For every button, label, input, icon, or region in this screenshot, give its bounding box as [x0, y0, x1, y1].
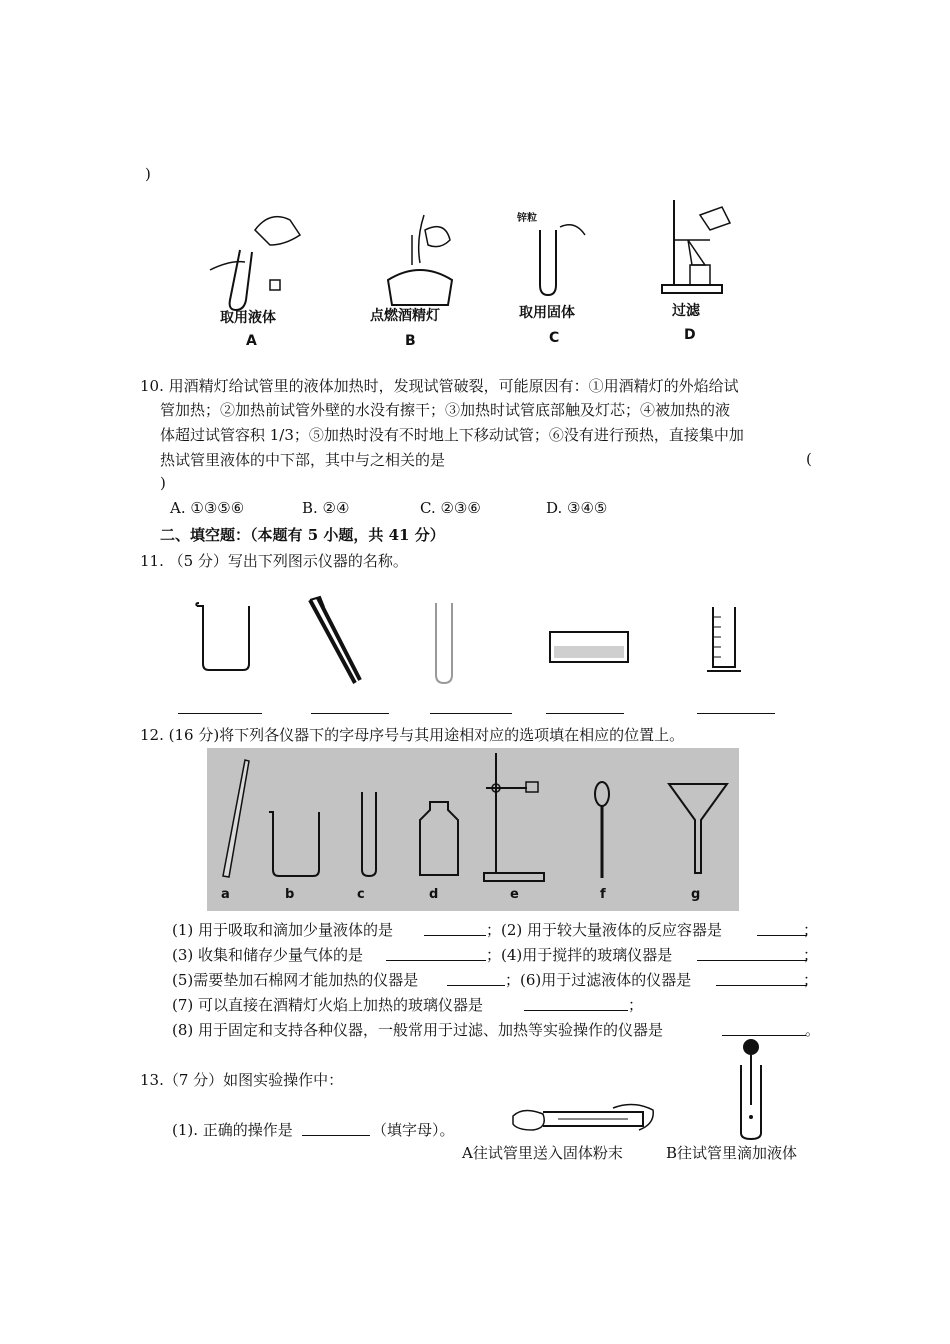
q12-blank-6[interactable]	[716, 985, 807, 986]
q13-caption-b: B往试管里滴加液体	[666, 1144, 798, 1162]
dropper-icon	[590, 778, 620, 888]
top-paren: )	[145, 165, 151, 183]
label-f: f	[600, 887, 606, 902]
q13-blank-1[interactable]	[302, 1135, 370, 1136]
q10-option-b: B. ②④	[302, 499, 350, 517]
solid-tube-illustration	[520, 215, 590, 305]
glass-rod-icon	[209, 756, 249, 886]
evaporating-dish-icon	[548, 628, 633, 668]
q11-answer-blank-5[interactable]	[697, 713, 775, 714]
q10-line-4: 热试管里液体的中下部，其中与之相关的是	[160, 451, 446, 469]
q10-option-c: C. ②③⑥	[420, 499, 481, 517]
q12-blank-4[interactable]	[697, 960, 807, 961]
beaker-icon	[193, 600, 253, 680]
q12-item-4-end: ；	[803, 946, 819, 964]
section2-title: 二、填空题：（本题有 5 小题，共 41 分）	[160, 526, 445, 544]
q10-paren-open: (	[806, 450, 812, 468]
gas-jar-icon	[414, 800, 464, 880]
q9-letter-d: D	[684, 327, 696, 343]
beaker-icon	[267, 806, 327, 881]
q10-line-1: 10. 用酒精灯给试管里的液体加热时，发现试管破裂，可能原因有：①用酒精灯的外焰给试	[140, 377, 739, 395]
label-e: e	[510, 887, 519, 902]
q11-answer-blank-3[interactable]	[430, 713, 512, 714]
q11-answer-blank-4[interactable]	[546, 713, 624, 714]
q12-blank-7[interactable]	[524, 1010, 628, 1011]
q12-item-5: (5)需要垫加石棉网才能加热的仪器是	[172, 971, 419, 989]
q12-item-2-end: ；	[803, 921, 819, 939]
q12-prompt: 12. (16 分)将下列各仪器下的字母序号与其用途相对应的选项填在相应的位置上。	[140, 726, 685, 744]
q10-line-2: 管加热；②加热前试管外壁的水没有擦干；③加热时试管底部触及灯芯；④被加热的液	[160, 401, 731, 419]
q12-blank-2[interactable]	[757, 935, 807, 936]
q12-blank-1[interactable]	[424, 935, 486, 936]
label-d: d	[429, 887, 439, 902]
q10-option-d: D. ③④⑤	[546, 499, 608, 517]
q12-item-2: ；(2) 用于较大量液体的反应容器是	[486, 921, 723, 939]
q12-item-3: (3) 收集和储存少量气体的是	[172, 946, 364, 964]
label-a: a	[221, 887, 230, 902]
label-c: c	[357, 887, 365, 902]
q13-sub1: (1). 正确的操作是	[172, 1121, 293, 1139]
q11-answer-blank-2[interactable]	[311, 713, 389, 714]
q12-item-7-end: ；	[628, 996, 644, 1014]
q12-item-8: (8) 用于固定和支持各种仪器，一般常用于过滤、加热等实验操作的仪器是	[172, 1021, 664, 1039]
q12-blank-5[interactable]	[447, 985, 505, 986]
q9-caption-b: 点燃酒精灯	[370, 308, 440, 324]
crucible-tongs-icon	[300, 595, 370, 690]
q13-sub1-end: （填字母）。	[372, 1121, 455, 1139]
q9-caption-c: 取用固体	[519, 305, 575, 321]
q13-caption-a: A往试管里送入固体粉末	[462, 1144, 623, 1162]
label-g: g	[691, 887, 701, 902]
q9-letter-b: B	[405, 333, 416, 349]
q10-line-3: 体超过试管容积 1/3；⑤加热时没有不时地上下移动试管；⑥没有进行预热，直接集中加	[160, 426, 744, 444]
zinc-label: 锌粒	[517, 213, 537, 224]
q9-letter-c: C	[549, 330, 560, 346]
label-b: b	[285, 887, 295, 902]
q12-item-8-end: 。	[805, 1021, 821, 1039]
q10-paren-close: )	[160, 474, 166, 492]
q12-item-6-end: ；	[803, 971, 819, 989]
test-tube-icon	[430, 595, 460, 690]
q11-prompt: 11. （5 分）写出下列图示仪器的名称。	[140, 552, 408, 570]
alcohol-lamp-illustration	[380, 205, 460, 315]
pour-liquid-illustration	[200, 200, 320, 320]
q9-letter-a: A	[246, 333, 257, 349]
iron-stand-icon	[482, 748, 552, 888]
q9-caption-a: 取用液体	[220, 310, 276, 326]
test-tube-icon	[357, 790, 385, 880]
q12-item-4: ；(4)用于搅拌的玻璃仪器是	[486, 946, 673, 964]
q12-item-6: ；(6)用于过滤液体的仪器是	[505, 971, 692, 989]
dropper-tube-illustration	[733, 1025, 773, 1140]
q11-answer-blank-1[interactable]	[178, 713, 262, 714]
funnel-icon	[665, 778, 735, 878]
q12-instrument-panel	[207, 748, 739, 911]
graduated-cylinder-icon	[705, 605, 745, 680]
q12-item-1: (1) 用于吸取和滴加少量液体的是	[172, 921, 394, 939]
filtration-illustration	[660, 195, 750, 295]
powder-tube-illustration	[493, 1098, 673, 1148]
q9-caption-d: 过滤	[672, 303, 700, 319]
q12-item-7: (7) 可以直接在酒精灯火焰上加热的玻璃仪器是	[172, 996, 484, 1014]
q13-prompt: 13.（7 分）如图实验操作中：	[140, 1071, 344, 1089]
q10-option-a: A. ①③⑤⑥	[170, 499, 245, 517]
q12-blank-3[interactable]	[386, 960, 486, 961]
